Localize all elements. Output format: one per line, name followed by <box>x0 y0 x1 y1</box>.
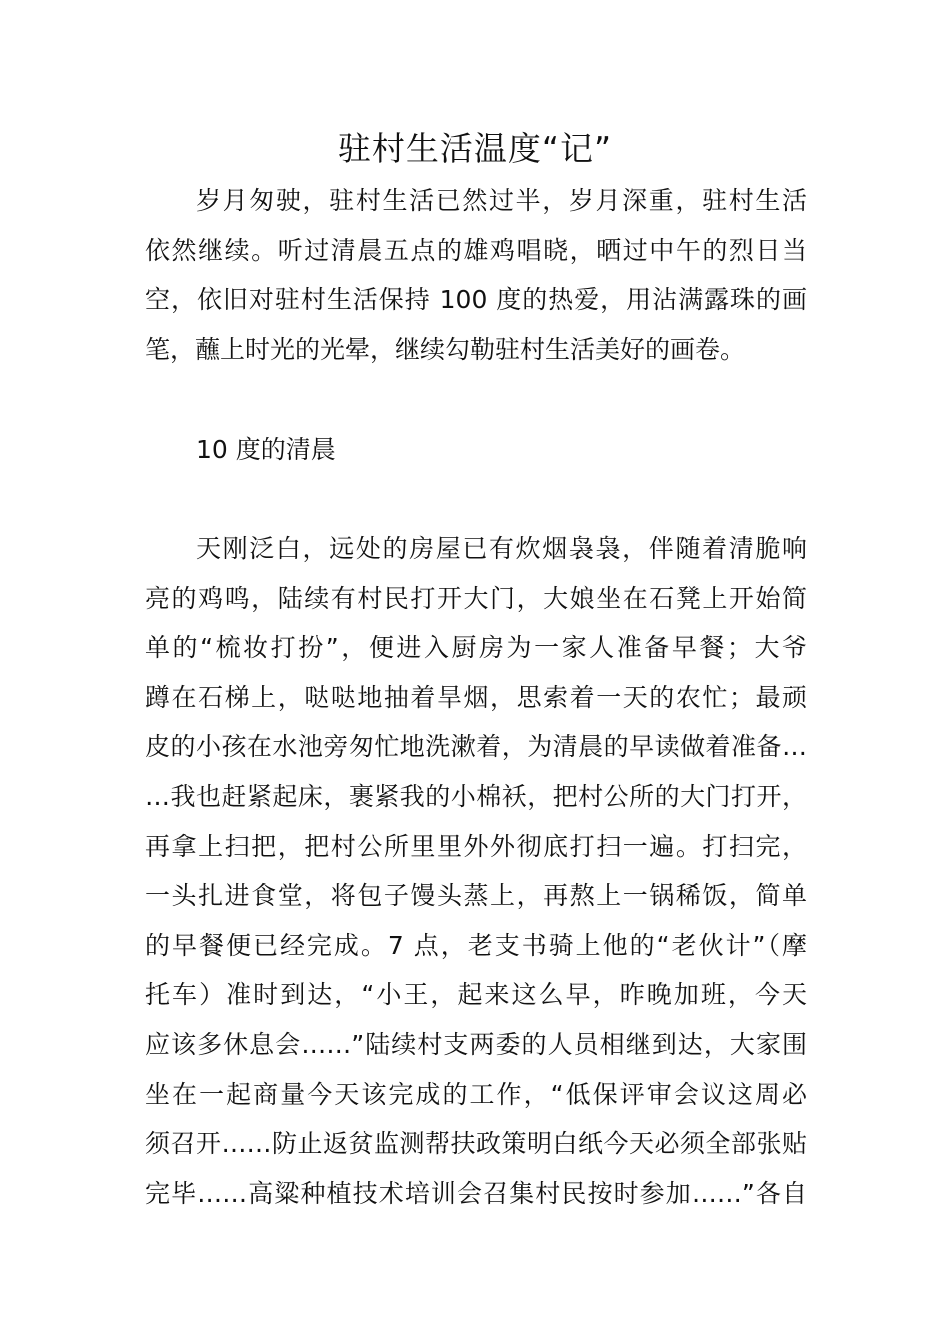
paragraph-line: 岁月匆驶，驻村生活已然过半，岁月深重，驻村生活 <box>196 186 807 215</box>
section-heading: 10 度的清晨 <box>196 435 336 464</box>
intro-paragraph <box>145 176 807 374</box>
paragraph-line: 空，依旧对驻村生活保持 100 度的热爱，用沾满露珠的画 <box>145 285 807 315</box>
body-paragraph <box>145 524 807 1218</box>
paragraph-line: …我也赶紧起床，裹紧我的小棉袄，把村公所的大门打开， <box>145 781 807 811</box>
paragraph-line: 蹲在石梯上，哒哒地抽着旱烟，思索着一天的农忙；最顽 <box>145 682 807 712</box>
paragraph-line: 天刚泛白，远处的房屋已有炊烟袅袅，伴随着清脆响 <box>196 534 807 563</box>
paragraph-line: 完毕……高粱种植技术培训会召集村民按时参加……”各自 <box>145 1178 807 1208</box>
paragraph-line: 的早餐便已经完成。7 点，老支书骑上他的“老伙计”（摩 <box>145 930 807 960</box>
paragraph-line: 笔，蘸上时光的光晕，继续勾勒驻村生活美好的画卷。 <box>145 334 746 364</box>
document-title: 驻村生活温度“记” <box>337 129 613 168</box>
paragraph-line: 一头扎进食堂，将包子馒头蒸上，再熬上一锅稀饭，简单 <box>145 881 807 911</box>
paragraph-line: 单的“梳妆打扮”，便进入厨房为一家人准备早餐；大爷 <box>145 633 807 663</box>
paragraph-line: 坐在一起商量今天该完成的工作，“低保评审会议这周必 <box>145 1079 807 1109</box>
paragraph-line: 依然继续。听过清晨五点的雄鸡唱晓，晒过中午的烈日当 <box>145 235 807 265</box>
paragraph-line: 再拿上扫把，把村公所里里外外彻底打扫一遍。打扫完， <box>145 831 807 861</box>
paragraph-line: 皮的小孩在水池旁匆忙地洗漱着，为清晨的早读做着准备… <box>145 732 807 762</box>
paragraph-line: 亮的鸡鸣，陆续有村民打开大门，大娘坐在石凳上开始简 <box>145 583 807 613</box>
paragraph-line: 须召开……防止返贫监测帮扶政策明白纸今天必须全部张贴 <box>145 1129 807 1159</box>
paragraph-line: 应该多休息会……”陆续村支两委的人员相继到达，大家围 <box>145 1029 807 1059</box>
paragraph-line: 托车）准时到达，“小王，起来这么早，昨晚加班，今天 <box>145 980 807 1010</box>
